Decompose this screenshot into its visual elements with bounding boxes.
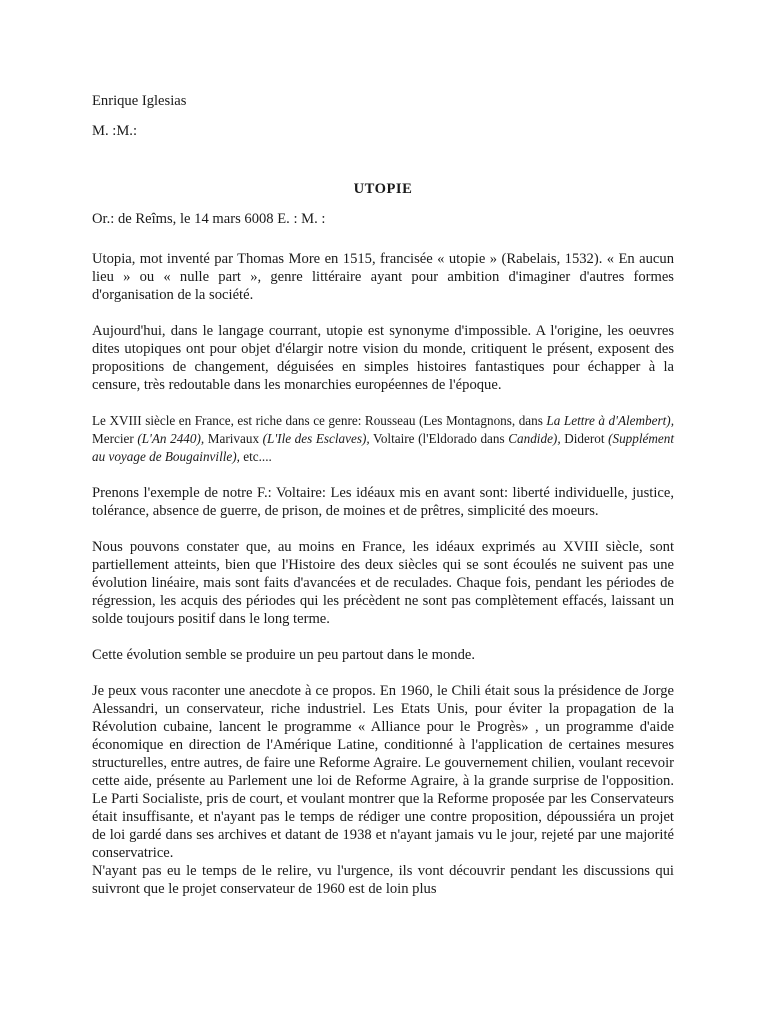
- dateline: Or.: de Reîms, le 14 mars 6008 E. : M. :: [92, 211, 326, 227]
- paragraph-3-italic-5: (Supplément au voyage de Bougainville),: [92, 431, 675, 464]
- document-page: [92, 92, 674, 916]
- paragraph-6: Cette évolution semble se produire un peu partout dans le monde.: [92, 647, 475, 663]
- paragraph-3-italic-4: Candide),: [508, 431, 561, 446]
- paragraph-3-text-2: Mercier: [92, 431, 138, 446]
- paragraph-3-text-6: etc....: [239, 449, 272, 464]
- paragraph-3-italic-1: La Lettre à d'Alembert),: [546, 413, 674, 428]
- paragraph-8: N'ayant pas eu le temps de le relire, vu l'urgence, ils vont découvrir pendant les discussions qui suivront que le projet conservateur de 1960 est de loin plus: [92, 863, 674, 897]
- paragraph-3-text-3: Marivaux: [204, 431, 263, 446]
- paragraph-3-text-5: Diderot: [560, 431, 609, 446]
- lodge-designation: M. :M.:: [92, 123, 138, 139]
- paragraph-5: Nous pouvons constater que, au moins en France, les idéaux exprimés au XVIII siècle, sont partiellement atteints, bien que l'Histoire des deux siècles qui se sont écoulés ne suivent pas une évolution linéaire, mais sont faits d'avancées et de reculades. Chaque fois, pendant les périodes de régression, les acquis des périodes qui les précèdent ne sont pas complètement effacés, laissant un solde toujours positif dans le long terme.: [92, 539, 674, 627]
- author-name: Enrique Iglesias: [92, 93, 187, 109]
- paragraph-3-italic-2: (L'An 2440),: [137, 431, 205, 446]
- paragraph-3: [92, 412, 674, 466]
- document-title: UTOPIE: [353, 181, 413, 197]
- paragraph-7: Je peux vous raconter une anecdote à ce propos. En 1960, le Chili était sous la présidence de Jorge Alessandri, un conservateur, riche industriel. Les Etats Unis, pour éviter la propagation de la Révolution cubaine, lancent le programme « Alliance pour le Progrès» , un programme d'aide économique en direction de l'Amérique Latine, conditionné à l'application de certaines mesures structurelles, entre autres, de faire une Reforme Agraire. Le gouvernement chilien, voulant recevoir cette aide, présente au Parlement une loi de Reforme Agraire, à la grande surprise de l'opposition. Le Parti Socialiste, pris de court, et voulant montrer que la Reforme proposée par les Conservateurs était insuffisante, et n'ayant pas le temps de rédiger une contre proposition, dépoussiéra un projet de loi gardé dans ses archives et datant de 1938 et n'ayant jamais vu le jour, rejeté par une majorité conservatrice.: [92, 683, 674, 861]
- paragraph-1: Utopia, mot inventé par Thomas More en 1515, francisée « utopie » (Rabelais, 1532). « En aucun lieu » ou « nulle part », genre littéraire ayant pour ambition d'imaginer d'autres formes d'organisation de la société.: [92, 251, 674, 303]
- paragraph-3-text-1: Le XVIII siècle en France, est riche dans ce genre: Rousseau (Les Montagnons, dans: [92, 413, 547, 428]
- paragraph-3-italic-3: (L'Ile des Esclaves),: [262, 431, 370, 446]
- paragraph-4: Prenons l'exemple de notre F.: Voltaire: Les idéaux mis en avant sont: liberté individuelle, justice, tolérance, absence de guerre, de prison, de moines et de prêtres, simplicité des moeurs.: [92, 485, 674, 519]
- paragraph-2: Aujourd'hui, dans le langage courrant, utopie est synonyme d'impossible. A l'origine, les oeuvres dites utopiques ont pour objet d'élargir notre vision du monde, critiquent le présent, exposent des propositions de changement, déguisées en simples histoires fantastiques pour échapper à la censure, très redoutable dans les monarchies européennes de l'époque.: [92, 323, 674, 393]
- paragraph-3-text-4: Voltaire (l'Eldorado dans: [369, 431, 509, 446]
